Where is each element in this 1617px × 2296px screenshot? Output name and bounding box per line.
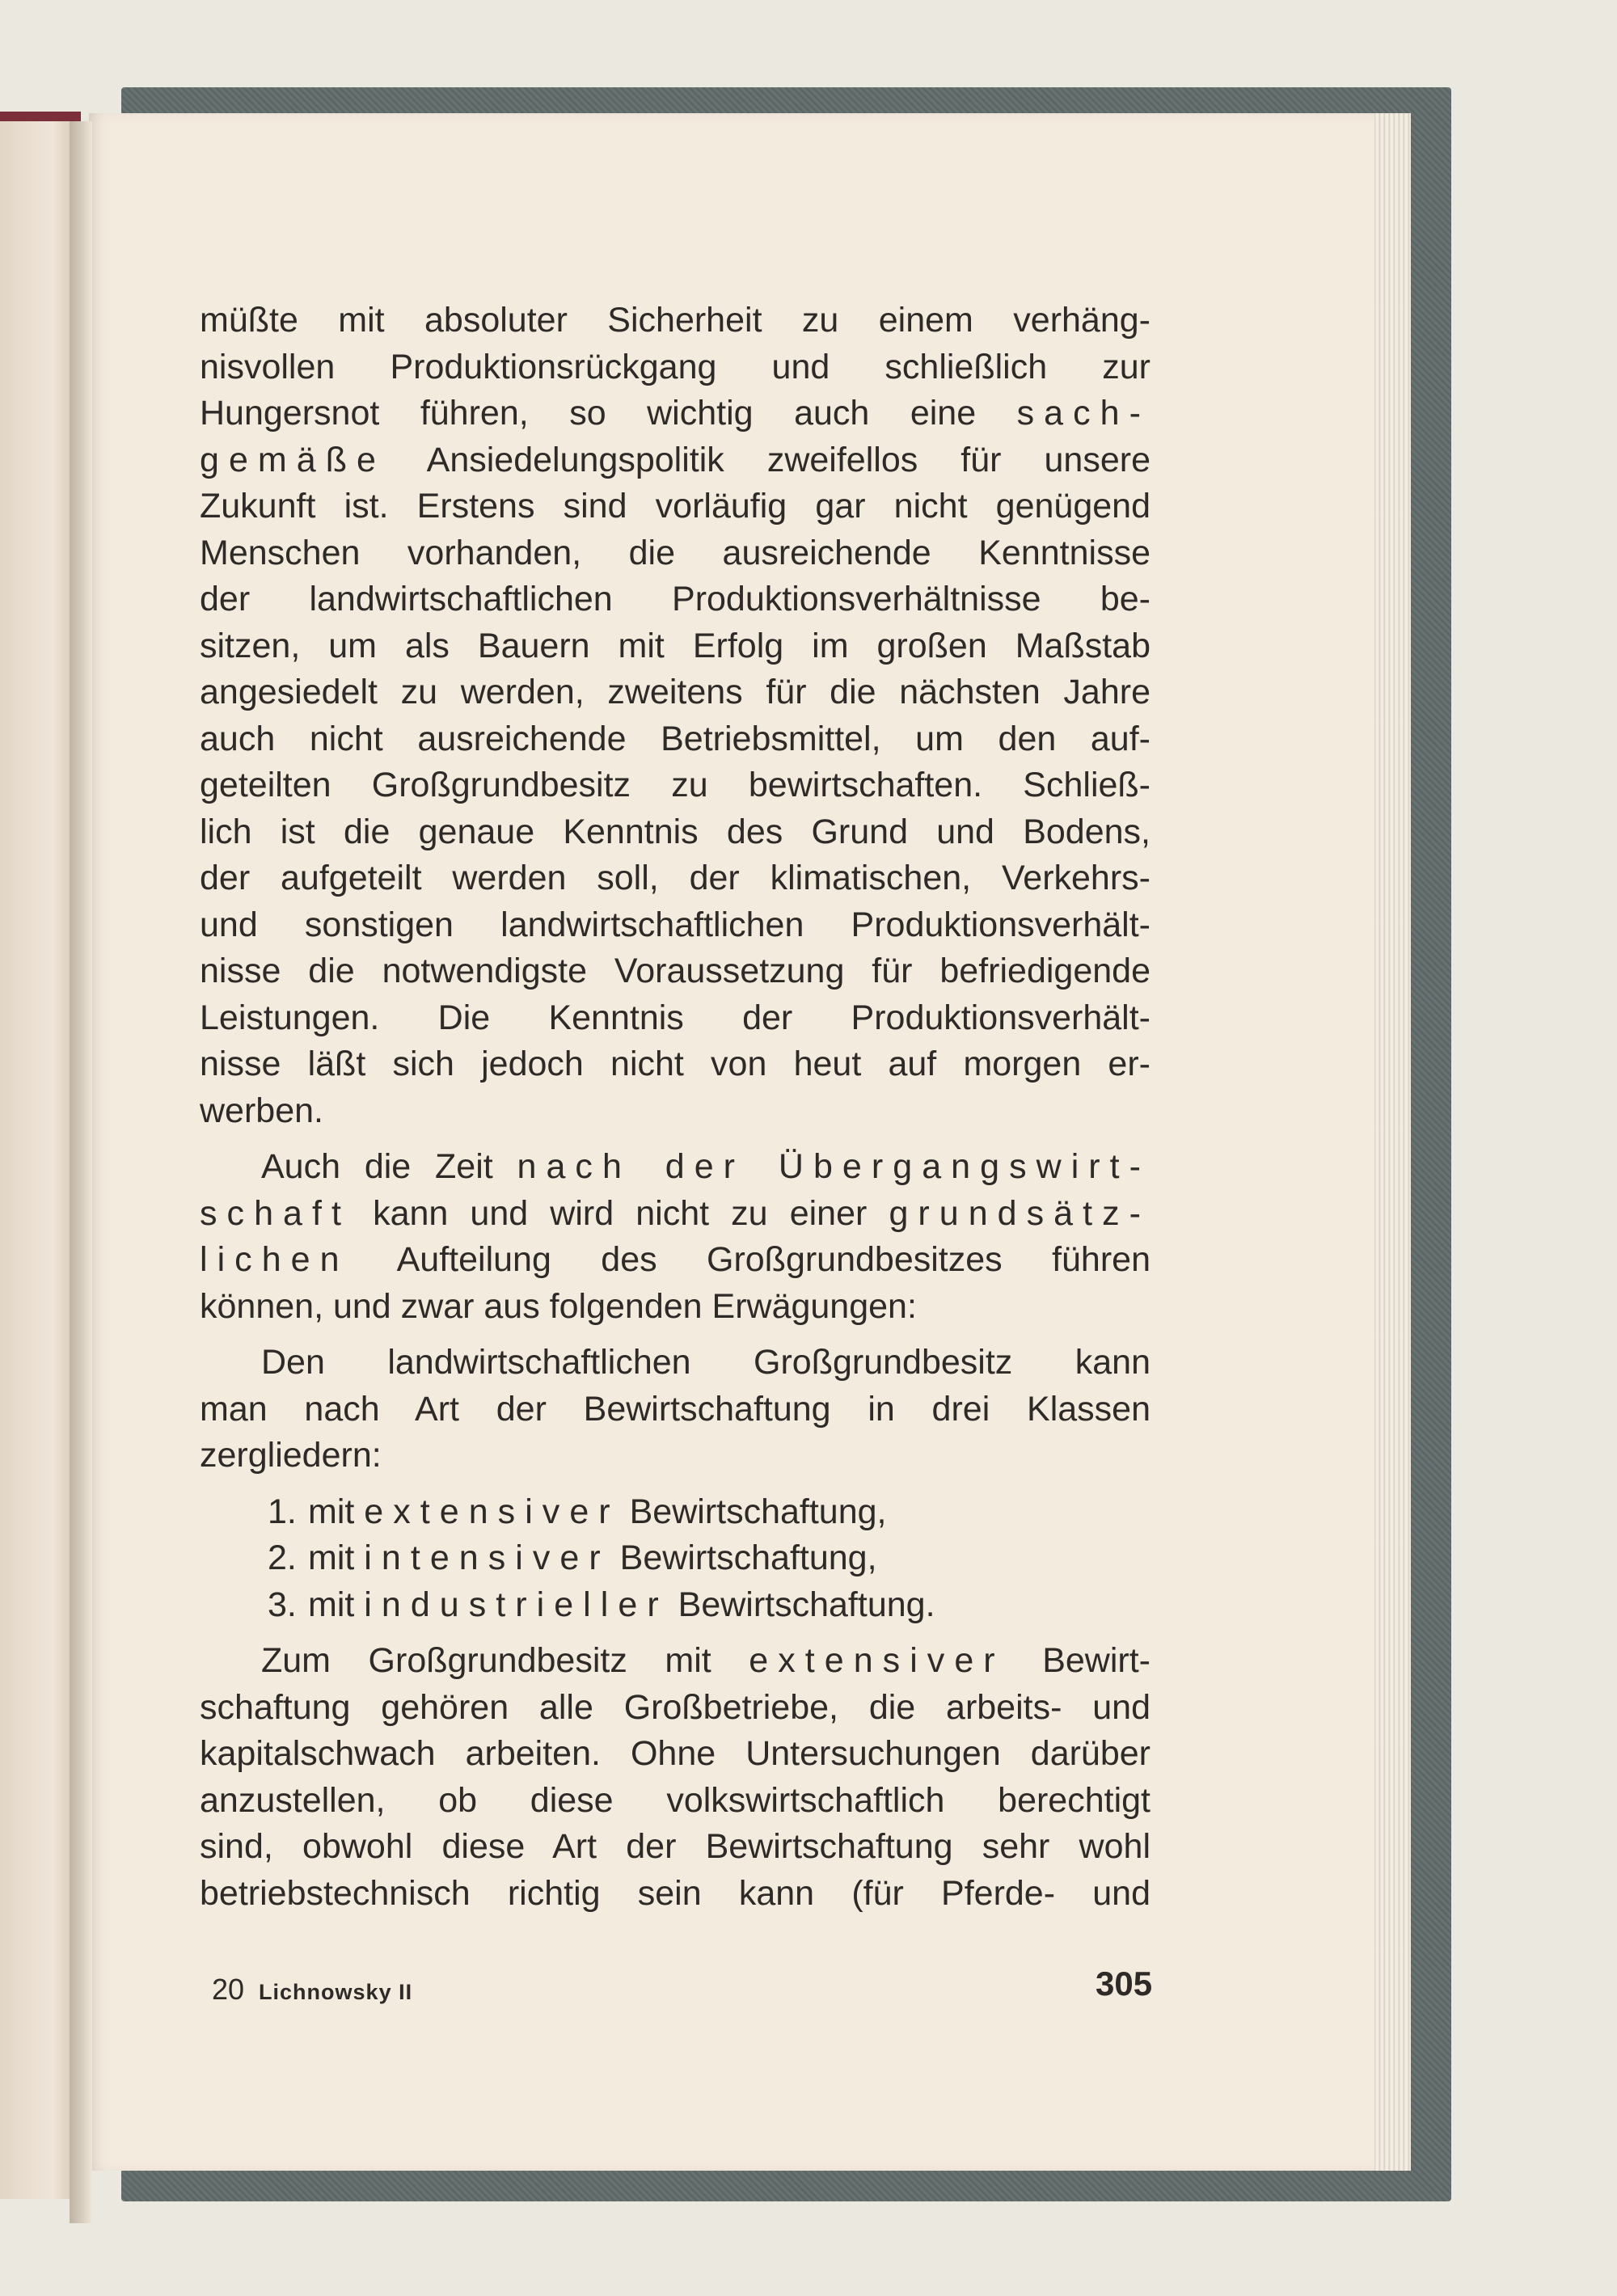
spaced-emphasis: extensiver: [364, 1492, 620, 1531]
text-line: Leistungen. Die Kenntnis der Produktionsverhält-: [200, 998, 1150, 1037]
text-fragment: Ansiedelungspolitik zweifellos für unsere: [385, 440, 1150, 479]
list-number: 1.: [268, 1492, 297, 1531]
spaced-emphasis: schaft: [200, 1193, 351, 1233]
paragraph-gap: [200, 1134, 1150, 1144]
text-line: der landwirtschaftlichen Produktionsverhältnisse be-: [200, 580, 1150, 618]
spaced-emphasis: intensiver: [364, 1538, 610, 1577]
text-line: nisvollen Produktionsrückgang und schließlich zur: [200, 347, 1150, 386]
text-line: man nach Art der Bewirtschaftung in drei Klassen: [200, 1389, 1150, 1429]
list-number: 2.: [268, 1538, 297, 1577]
text-fragment: mit: [308, 1492, 365, 1531]
page-text: [200, 298, 1150, 1917]
spaced-emphasis: gemäße: [200, 440, 386, 479]
spaced-emphasis: grundsätz-: [889, 1193, 1150, 1233]
text-line: [200, 1191, 1150, 1238]
text-line: anzustellen, ob diese volkswirtschaftlich berechtigt: [200, 1780, 1150, 1820]
text-line: [200, 390, 1150, 437]
paragraph-gap: [200, 1628, 1150, 1638]
text-line: zergliedern:: [200, 1436, 382, 1475]
paragraph-3: [200, 1340, 1150, 1479]
spaced-emphasis: extensiver: [749, 1641, 1005, 1680]
list-item: [200, 1489, 1150, 1536]
text-fragment: Hungersnot führen, so wichtig auch eine: [200, 394, 1017, 433]
text-line: nisse die notwendigste Voraussetzung für befriedigende: [200, 952, 1150, 990]
paragraph-gap: [200, 1479, 1150, 1489]
list-item: [200, 1535, 1150, 1582]
book-gutter: [70, 121, 92, 2223]
text-line: sitzen, um als Bauern mit Erfolg im großen Maßstab: [200, 626, 1150, 665]
text-fragment: mit: [308, 1585, 365, 1624]
text-line: angesiedelt zu werden, zweitens für die nächsten Jahre: [200, 673, 1150, 711]
printer-signature: [212, 1973, 412, 2007]
page-number: 305: [1096, 1965, 1153, 2003]
text-line: sind, obwohl diese Art der Bewirtschaftung sehr wohl: [200, 1827, 1150, 1866]
text-line: [200, 1638, 1150, 1685]
text-line: können, und zwar aus folgenden Erwägungen:: [200, 1286, 917, 1326]
text-line: der aufgeteilt werden soll, der klimatischen, Verkehrs-: [200, 859, 1150, 897]
text-line: betriebstechnisch richtig sein kann (für Pferde- und: [200, 1873, 1150, 1913]
text-line: Den landwirtschaftlichen Großgrundbesitz kann: [261, 1343, 1150, 1382]
text-fragment: Bewirtschaftung,: [619, 1492, 887, 1531]
list-number: 3.: [268, 1585, 297, 1624]
text-fragment: Bewirtschaftung,: [610, 1538, 877, 1577]
list-item: [200, 1582, 1150, 1629]
paragraph-2: [200, 1144, 1150, 1330]
spaced-emphasis: industrieller: [364, 1585, 669, 1624]
paragraph-1: [200, 298, 1150, 1134]
text-line: nisse läßt sich jedoch nicht von heut auf morgen er-: [200, 1045, 1150, 1083]
signature-number: 20: [212, 1973, 245, 2006]
text-fragment: Aufteilung des Großgrundbesitzes führen: [348, 1240, 1150, 1279]
text-fragment: Auch die Zeit: [261, 1147, 517, 1186]
signature-name: Lichnowsky II: [259, 1980, 413, 2004]
spaced-emphasis: nach der Übergangswirt-: [517, 1147, 1150, 1186]
text-fragment: Bewirtschaftung.: [668, 1585, 935, 1624]
spaced-emphasis: sach-: [1016, 394, 1150, 433]
text-line: schaftung gehören alle Großbetriebe, die arbeits- und: [200, 1687, 1150, 1727]
text-line: lich ist die genaue Kenntnis des Grund und Bodens,: [200, 812, 1150, 851]
text-line: [200, 1144, 1150, 1191]
text-fragment: Bewirt-: [1004, 1641, 1150, 1680]
text-line: und sonstigen landwirtschaftlichen Produktionsverhält-: [200, 905, 1150, 944]
text-line: [200, 1237, 1150, 1284]
text-line: Menschen vorhanden, die ausreichende Kenntnisse: [200, 533, 1150, 572]
text-line: Zukunft ist. Erstens sind vorläufig gar nicht genügend: [200, 487, 1150, 525]
text-line: werben.: [200, 1091, 323, 1130]
left-page-edge: [0, 121, 74, 2199]
text-fragment: kann und wird nicht zu einer: [350, 1193, 889, 1233]
text-fragment: Zum Großgrundbesitz mit: [261, 1641, 749, 1680]
text-line: geteilten Großgrundbesitz zu bewirtschaften. Schließ-: [200, 766, 1150, 804]
spaced-emphasis: lichen: [200, 1240, 349, 1279]
paragraph-gap: [200, 1330, 1150, 1340]
text-line: [200, 437, 1150, 484]
text-line: auch nicht ausreichende Betriebsmittel, um den auf-: [200, 719, 1150, 758]
paragraph-4: [200, 1638, 1150, 1917]
text-fragment: mit: [308, 1538, 365, 1577]
text-line: kapitalschwach arbeiten. Ohne Untersuchungen darüber: [200, 1734, 1150, 1773]
classification-list: [200, 1489, 1150, 1629]
text-line: müßte mit absoluter Sicherheit zu einem verhäng-: [200, 301, 1150, 340]
